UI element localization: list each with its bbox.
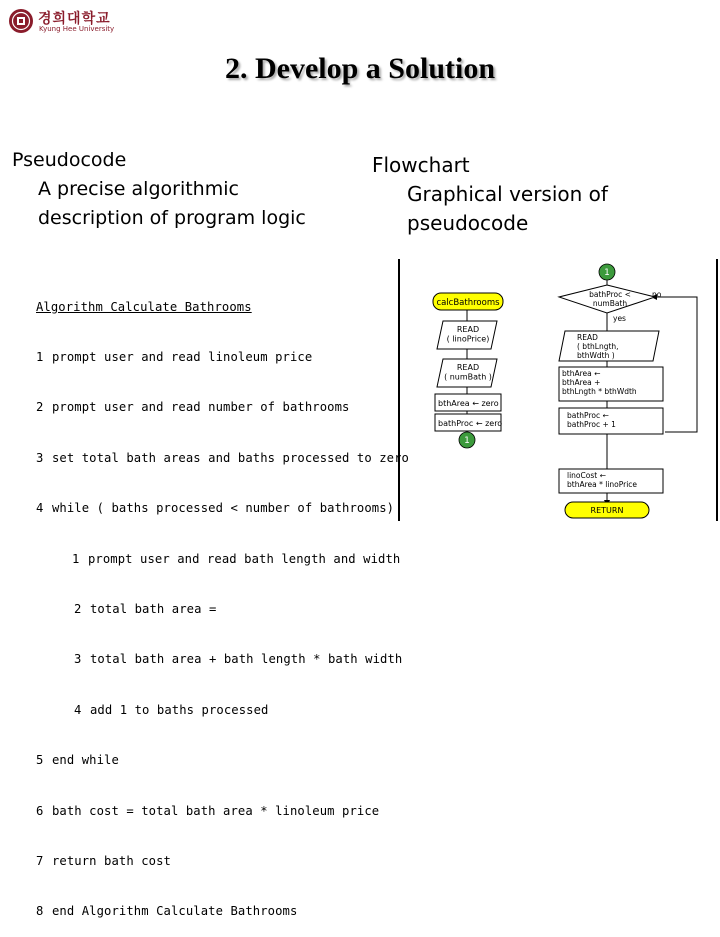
line-text: end Algorithm Calculate Bathrooms	[52, 904, 298, 919]
flowchart-heading: Flowchart	[372, 153, 470, 177]
line-text: add 1 to baths processed	[90, 702, 269, 717]
pseudocode-heading: Pseudocode	[12, 149, 127, 171]
line-number: 1	[36, 349, 44, 364]
line-text: while ( baths processed < number of bathrooms)	[52, 501, 395, 516]
lino-cost-label: linoCost ← bthArea * linoPrice	[567, 471, 638, 489]
read-length-label: READ ( bthLngth, bthWdth )	[577, 333, 619, 360]
connector-label: 1	[604, 268, 610, 278]
university-logo	[6, 6, 126, 36]
line-number: 3	[36, 450, 44, 465]
line-number: 4	[36, 501, 44, 516]
line-text: prompt user and read bath length and width	[88, 551, 401, 566]
line-text: bath cost = total bath area * linoleum price	[52, 803, 380, 818]
line-number: 6	[36, 803, 44, 818]
line-number: 1	[72, 551, 80, 566]
line-number: 7	[36, 853, 44, 868]
line-text: return bath cost	[52, 853, 171, 868]
no-label: no	[652, 290, 662, 299]
bath-proc-zero-label: bathProc ← zero	[438, 419, 503, 428]
algorithm-title: Algorithm Calculate Bathrooms	[36, 299, 252, 314]
read-lino-label: READ ( linoPrice)	[446, 325, 490, 344]
algorithm-listing	[36, 265, 409, 937]
flowchart-svg	[397, 257, 720, 523]
line-text: prompt user and read number of bathrooms	[52, 400, 350, 415]
algorithm-line	[36, 752, 409, 769]
return-label: RETURN	[590, 506, 624, 515]
algorithm-line	[36, 903, 409, 920]
algorithm-inner-line	[36, 601, 409, 618]
algorithm-inner-line	[36, 651, 409, 668]
algorithm-inner-line	[36, 702, 409, 719]
algorithm-line	[36, 450, 409, 467]
line-text: prompt user and read linoleum price	[52, 349, 313, 364]
line-number: 2	[74, 601, 82, 616]
start-label: calcBathrooms	[436, 298, 500, 308]
algorithm-line	[36, 349, 409, 366]
read-num-label: READ ( numBath )	[444, 363, 492, 382]
line-text: set total bath areas and baths processed to zero	[52, 450, 409, 465]
flowchart-line-2: pseudocode	[407, 211, 529, 235]
algorithm-line	[36, 803, 409, 820]
loop-test-label: bathProc < numBath	[589, 290, 631, 308]
algorithm-line	[36, 399, 409, 416]
flowchart-diagram	[397, 257, 720, 523]
algorithm-inner-line	[36, 551, 409, 568]
university-seal-icon	[8, 8, 34, 34]
pseudocode-definition	[12, 146, 306, 233]
line-number: 3	[74, 652, 82, 667]
line-text: total bath area =	[90, 601, 217, 616]
flowchart-definition	[372, 151, 608, 238]
logo-english-name: Kyung Hee University	[39, 25, 115, 33]
calc-area-label: bthArea ← bthArea + bthLngth * bthWdth	[562, 369, 637, 396]
pseudocode-line-2: description of program logic	[38, 207, 306, 229]
algorithm-line	[36, 853, 409, 870]
yes-label: yes	[613, 314, 626, 323]
algorithm-line	[36, 500, 409, 517]
line-text: total bath area + bath length * bath width	[90, 652, 403, 667]
line-number: 4	[74, 702, 82, 717]
connector-label: 1	[464, 436, 470, 446]
line-number: 2	[36, 400, 44, 415]
flowchart-line-1: Graphical version of	[407, 182, 608, 206]
inc-proc-label: bathProc ← bathProc + 1	[567, 411, 616, 429]
bath-area-zero-label: bthArea ← zero	[438, 399, 499, 408]
pseudocode-line-1: A precise algorithmic	[38, 178, 239, 200]
line-number: 5	[36, 753, 44, 768]
line-number: 8	[36, 904, 44, 919]
slide-title: 2. Develop a Solution	[224, 52, 496, 85]
logo-korean-name: 경희대학교	[38, 11, 111, 27]
line-text: end while	[52, 753, 119, 768]
